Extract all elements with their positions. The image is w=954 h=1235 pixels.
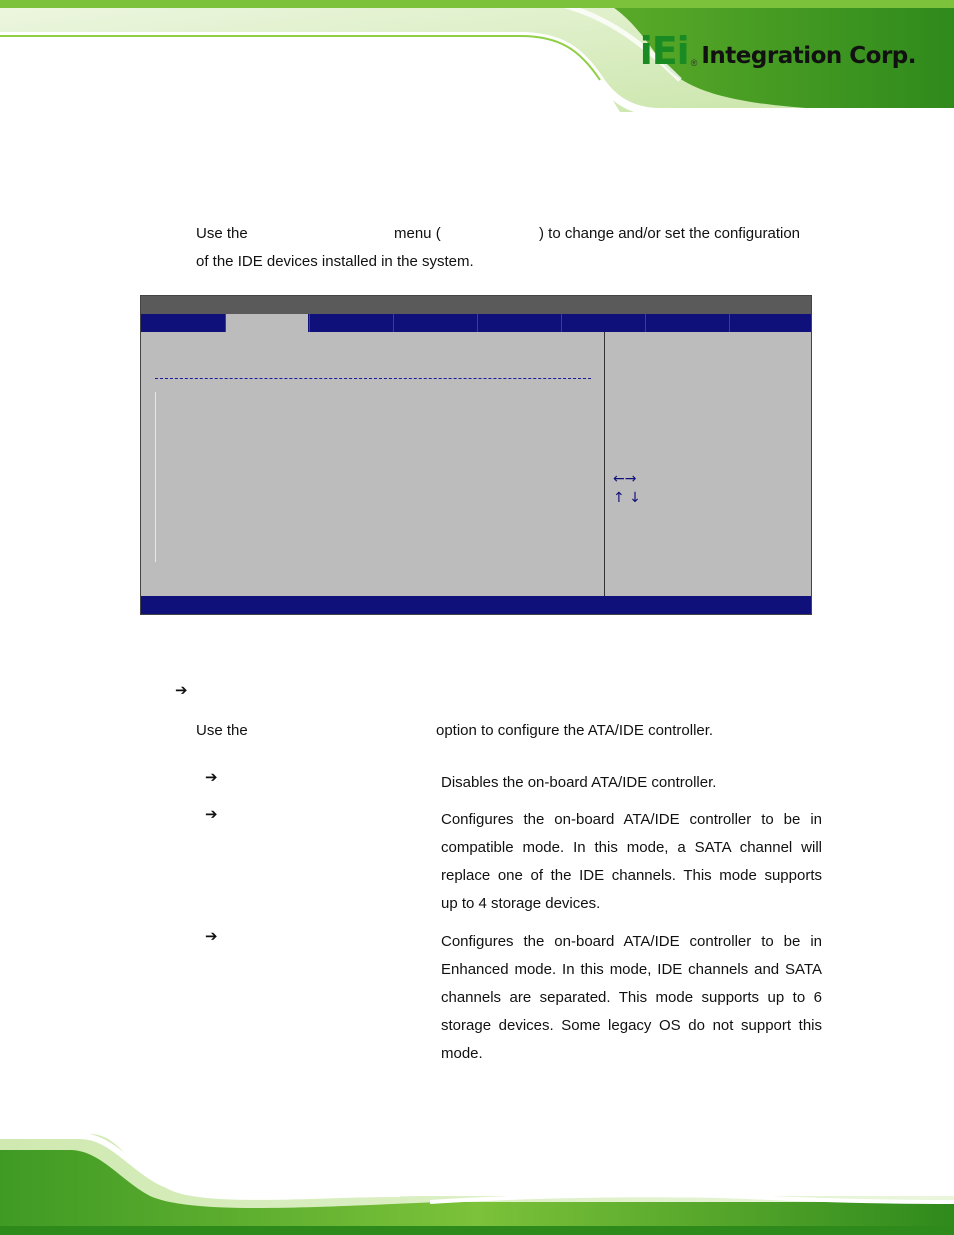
choice-2-desc <box>441 806 822 918</box>
bios-tab-4[interactable] <box>393 314 477 332</box>
choice-2-line-3: replace one of the IDE channels. This mode supports <box>441 867 822 884</box>
option-description: option to configure the ATA/IDE controller. <box>436 722 714 739</box>
logo-mark: iEi <box>639 29 689 73</box>
choice-2-line-1: Configures the on-board ATA/IDE controller to be in <box>441 811 822 828</box>
choice-1-arrow-icon: ➔ <box>205 769 218 786</box>
bios-tab-2-active[interactable] <box>225 314 308 332</box>
bios-tab-8[interactable] <box>729 314 813 332</box>
choice-2-arrow-icon: ➔ <box>205 806 218 823</box>
left-right-arrows-icon: ←→ <box>613 471 637 487</box>
choice-3-desc <box>441 928 822 1068</box>
choice-1-line-1: Disables the on-board ATA/IDE controller. <box>441 774 717 791</box>
page-footer <box>0 1130 954 1235</box>
bios-screen <box>140 295 812 615</box>
choice-3-line-4: storage devices. Some legacy OS do not support this <box>441 1017 822 1034</box>
choice-2-line-2: compatible mode. In this mode, a SATA channel will <box>441 839 822 856</box>
bios-settings-panel <box>147 332 603 596</box>
choice-3-line-1: Configures the on-board ATA/IDE controller to be in <box>441 933 822 950</box>
registered-mark: ® <box>690 58 698 68</box>
up-down-arrows-icon: ↑ ↓ <box>613 490 641 506</box>
intro-use-the: Use the <box>196 225 248 242</box>
page-header <box>0 0 954 112</box>
bios-tab-5[interactable] <box>477 314 561 332</box>
bios-tab-7[interactable] <box>645 314 729 332</box>
bios-footer-bar <box>141 596 811 614</box>
bios-tab-1[interactable] <box>141 314 224 332</box>
logo-wordmark: Integration Corp. <box>701 43 916 69</box>
intro-menu-open: menu ( <box>394 225 441 242</box>
choice-3-line-5: mode. <box>441 1045 483 1062</box>
choice-2-line-4: up to 4 storage devices. <box>441 895 601 912</box>
choice-3-arrow-icon: ➔ <box>205 928 218 945</box>
bios-help-panel <box>604 332 811 598</box>
bios-tab-3[interactable] <box>309 314 393 332</box>
choice-3-line-2: Enhanced mode. In this mode, IDE channels and SATA <box>441 961 822 978</box>
footer-swoosh-graphic <box>0 1130 954 1235</box>
bios-separator <box>155 378 591 379</box>
bullet-arrow-icon: ➔ <box>175 682 188 699</box>
bios-tab-6[interactable] <box>561 314 645 332</box>
intro-menu-close: ) to change and/or set the configuration <box>539 225 801 242</box>
bios-title-bar <box>141 296 811 314</box>
bios-left-edge <box>155 392 156 562</box>
choice-3-line-3: channels are separated. This mode supports up to 6 <box>441 989 822 1006</box>
intro-line-2: of the IDE devices installed in the system. <box>196 253 474 270</box>
company-logo <box>639 29 916 73</box>
choice-1-desc <box>441 769 822 797</box>
option-use-the: Use the <box>196 722 248 739</box>
